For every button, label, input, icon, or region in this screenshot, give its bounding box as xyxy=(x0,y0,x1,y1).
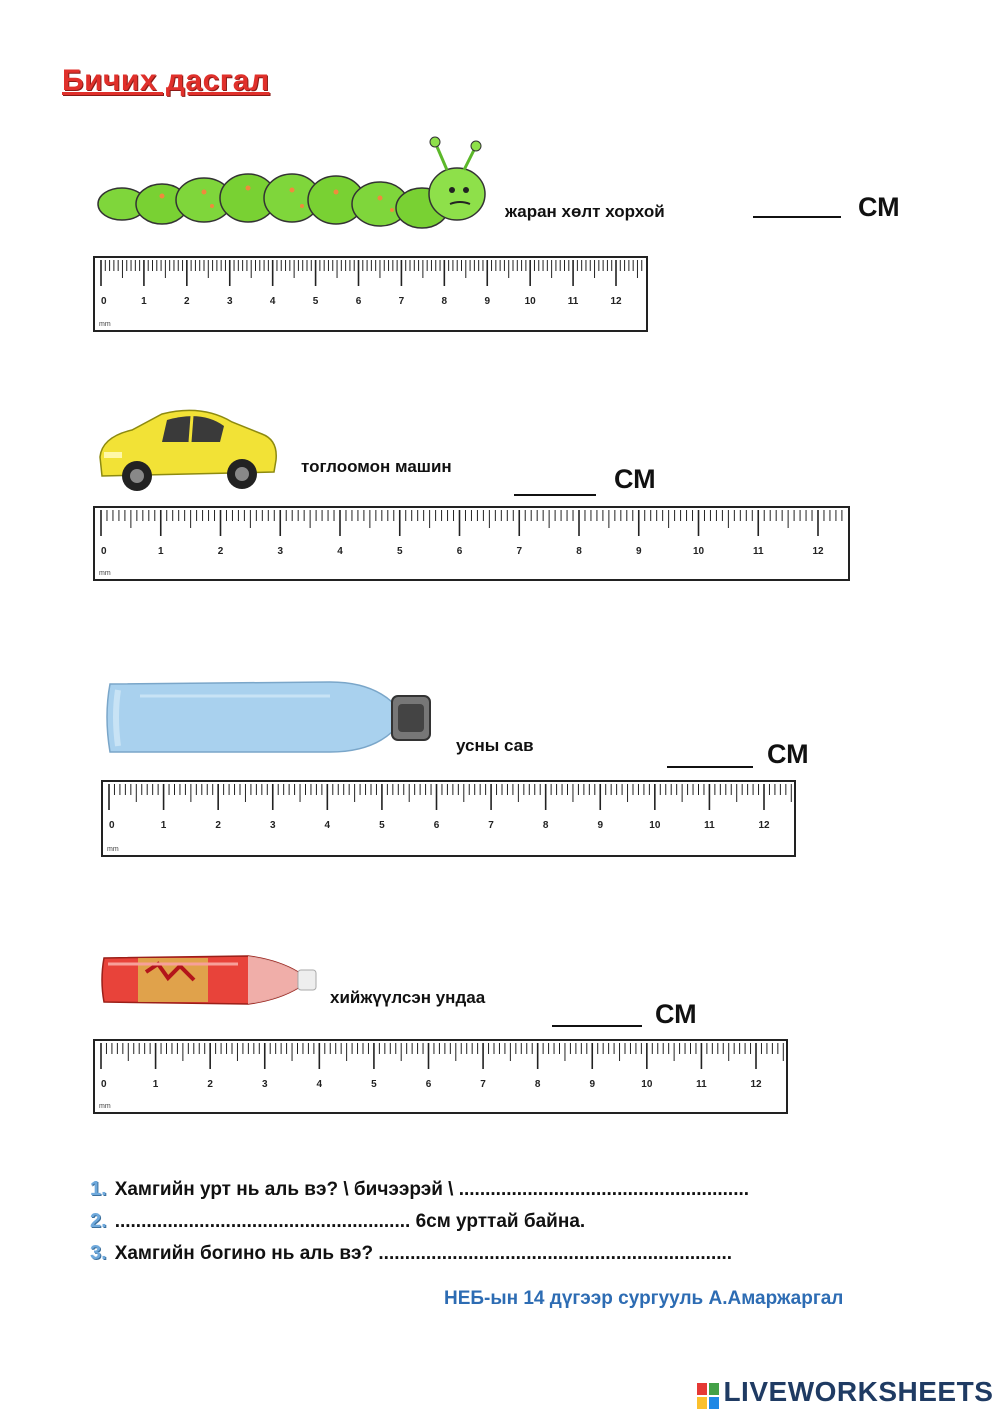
answer-blank[interactable] xyxy=(514,494,596,496)
ruler-mark-label: 11 xyxy=(696,1079,707,1090)
question-number: 2. xyxy=(90,1210,107,1232)
ruler-unit-label: mm xyxy=(107,846,119,853)
ruler-unit-label: mm xyxy=(99,570,111,577)
ruler-mark-label: 0 xyxy=(101,1079,107,1090)
ruler-mark-label: 6 xyxy=(425,1079,432,1090)
unit-label: СМ xyxy=(655,999,697,1029)
ruler-mark-label: 3 xyxy=(226,296,233,307)
ruler-mark-label: 12 xyxy=(758,820,770,831)
ruler-mark-label: 6 xyxy=(456,546,463,557)
ruler-mark-label: 1 xyxy=(141,296,147,307)
ruler-mark-label: 8 xyxy=(441,296,448,307)
author-credit: НЕБ-ын 14 дүгээр сургууль А.Амаржаргал xyxy=(444,1288,844,1309)
ruler-mark-label: 1 xyxy=(152,1079,159,1090)
ruler-mark-label: 10 xyxy=(641,1079,653,1090)
page-title: Бичих дасгал xyxy=(62,64,270,97)
ruler-mark-label: 1 xyxy=(160,820,167,831)
question-text[interactable]: Хамгийн урт нь аль вэ? \ бичээрэй \ ....................................................... xyxy=(114,1179,750,1200)
question-number: 1. xyxy=(90,1178,107,1200)
ruler-mark-label: 7 xyxy=(516,546,523,557)
ruler-mark-label: 10 xyxy=(649,820,661,831)
question-text[interactable]: ........................................................ 6см урттай байна. xyxy=(114,1211,586,1232)
ruler xyxy=(101,780,796,857)
ruler-mark-label: 9 xyxy=(484,296,491,307)
ruler xyxy=(93,506,850,581)
ruler-mark-label: 11 xyxy=(567,296,579,307)
liveworksheets-logo xyxy=(697,1376,993,1411)
ruler-mark-label: 5 xyxy=(371,1079,377,1090)
ruler-mark-label: 10 xyxy=(692,546,705,557)
ruler-mark-label: 8 xyxy=(576,546,582,557)
ruler-mark-label: 6 xyxy=(433,820,440,831)
ruler xyxy=(93,256,648,332)
ruler-mark-label: 4 xyxy=(324,820,331,831)
ruler-mark-label: 5 xyxy=(379,820,385,831)
ruler-mark-label: 2 xyxy=(184,296,190,307)
ruler xyxy=(93,1039,788,1114)
item-label: жаран хөлт хорхой xyxy=(505,202,665,221)
ruler-mark-label: 3 xyxy=(261,1079,268,1090)
ruler-mark-label: 2 xyxy=(215,820,221,831)
ruler-scale xyxy=(103,782,798,859)
ruler-mark-label: 11 xyxy=(704,820,715,831)
ruler-mark-label: 3 xyxy=(269,820,276,831)
ruler-mark-label: 10 xyxy=(524,296,536,307)
question-3 xyxy=(90,1242,732,1265)
ruler-scale xyxy=(95,1041,790,1116)
ruler-mark-label: 8 xyxy=(542,820,549,831)
ruler-unit-label: mm xyxy=(99,321,111,328)
ruler-mark-label: 4 xyxy=(269,296,276,307)
item-label: хийжүүлсэн ундаа xyxy=(330,988,486,1007)
ruler-mark-label: 9 xyxy=(635,546,642,557)
ruler-mark-label: 12 xyxy=(750,1079,762,1090)
unit-label: СМ xyxy=(767,739,809,769)
item-label: тоглоомон машин xyxy=(301,457,452,476)
ruler-unit-label: mm xyxy=(99,1103,111,1110)
ruler-mark-label: 2 xyxy=(207,1079,213,1090)
question-number: 3. xyxy=(90,1242,107,1264)
water-bottle-icon xyxy=(100,676,440,760)
answer-blank[interactable] xyxy=(753,216,841,218)
ruler-mark-label: 4 xyxy=(337,546,343,557)
ruler-mark-label: 12 xyxy=(812,546,824,557)
ruler-mark-label: 0 xyxy=(101,296,107,307)
ruler-mark-label: 1 xyxy=(157,546,164,557)
ruler-mark-label: 11 xyxy=(752,546,764,557)
ruler-mark-label: 9 xyxy=(597,820,604,831)
ruler-mark-label: 7 xyxy=(480,1079,486,1090)
question-text[interactable]: Хамгийн богино нь аль вэ? ................................................................... xyxy=(114,1243,733,1264)
question-2 xyxy=(90,1210,585,1233)
ruler-scale xyxy=(95,508,852,583)
unit-label: СМ xyxy=(858,192,900,222)
ruler-scale xyxy=(95,258,650,334)
ruler-mark-label: 12 xyxy=(610,296,622,307)
ruler-mark-label: 0 xyxy=(101,546,107,557)
ruler-mark-label: 7 xyxy=(488,820,494,831)
toy-car-icon xyxy=(92,402,282,497)
item-label: усны сав xyxy=(456,736,534,755)
soda-bottle-icon xyxy=(98,944,323,1016)
ruler-mark-label: 9 xyxy=(589,1079,596,1090)
unit-label: СМ xyxy=(614,464,656,494)
answer-blank[interactable] xyxy=(667,766,753,768)
ruler-mark-label: 3 xyxy=(277,546,284,557)
logo-icon xyxy=(697,1383,719,1411)
question-1 xyxy=(90,1178,749,1201)
ruler-mark-label: 4 xyxy=(316,1079,323,1090)
ruler-mark-label: 2 xyxy=(217,546,224,557)
ruler-mark-label: 0 xyxy=(109,820,115,831)
ruler-mark-label: 5 xyxy=(396,546,403,557)
caterpillar-icon xyxy=(92,132,492,242)
brand-name: LIVEWORKSHEETS xyxy=(723,1376,994,1407)
answer-blank[interactable] xyxy=(552,1025,642,1027)
ruler-mark-label: 5 xyxy=(312,296,319,307)
ruler-mark-label: 7 xyxy=(398,296,405,307)
ruler-mark-label: 6 xyxy=(355,296,362,307)
ruler-mark-label: 8 xyxy=(534,1079,541,1090)
